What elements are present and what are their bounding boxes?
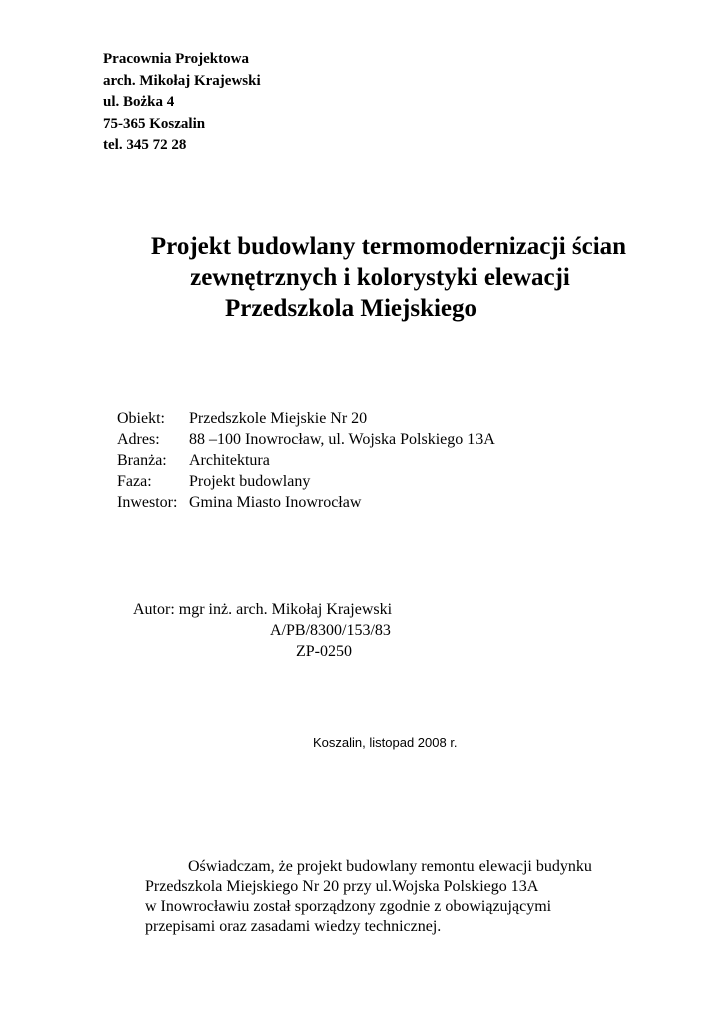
project-details <box>117 408 495 513</box>
detail-row-investor <box>117 492 495 513</box>
detail-label: Branża: <box>117 452 167 469</box>
detail-row-phase <box>117 471 495 492</box>
office-street: ul. Bożka 4 <box>103 94 175 110</box>
document-title <box>0 231 724 324</box>
title-line-1: Projekt budowlany termomodernizacji ścian <box>150 233 627 260</box>
detail-label: Adres: <box>117 431 160 448</box>
title-line-2: zewnętrznych i kolorystyki elewacji <box>190 264 570 291</box>
place-and-date: Koszalin, listopad 2008 r. <box>313 735 458 750</box>
detail-label: Obiekt: <box>117 410 165 427</box>
designer-statement <box>145 857 645 937</box>
office-postal-city: 75-365 Koszalin <box>103 115 206 132</box>
detail-row-branch <box>117 450 495 471</box>
statement-line-4: przepisami oraz zasadami wiedzy technicznej. <box>145 918 442 935</box>
design-office-header <box>103 49 261 157</box>
detail-row-object <box>117 408 495 429</box>
office-name: Pracownia Projektowa <box>103 51 249 67</box>
detail-label: Inwestor: <box>117 494 178 511</box>
membership-number: ZP-0250 <box>296 643 352 660</box>
detail-row-address <box>117 429 495 450</box>
detail-value: Projekt budowlany <box>189 473 311 490</box>
detail-label: Faza: <box>117 473 152 490</box>
author-line: Autor: mgr inż. arch. Mikołaj Krajewski <box>133 601 393 618</box>
statement-line-3: w Inowrocławiu został sporządzony zgodnie z obowiązującymi <box>145 898 552 915</box>
architect-name: arch. Mikołaj Krajewski <box>103 72 261 89</box>
detail-value: Przedszkole Miejskie Nr 20 <box>189 410 368 427</box>
detail-value: Gmina Miasto Inowrocław <box>189 494 362 511</box>
title-line-3: Przedszkola Miejskiego <box>224 295 478 322</box>
license-number: A/PB/8300/153/83 <box>270 622 391 639</box>
statement-line-1: Oświadczam, że projekt budowlany remontu elewacji budynku <box>188 858 592 875</box>
detail-value: Architektura <box>189 452 270 469</box>
statement-line-2: Przedszkola Miejskiego Nr 20 przy ul.Wojska Polskiego 13A <box>145 878 539 895</box>
author-credentials <box>0 620 724 662</box>
office-phone: tel. 345 72 28 <box>103 137 187 153</box>
detail-value: 88 –100 Inowrocław, ul. Wojska Polskiego 13A <box>189 431 495 448</box>
